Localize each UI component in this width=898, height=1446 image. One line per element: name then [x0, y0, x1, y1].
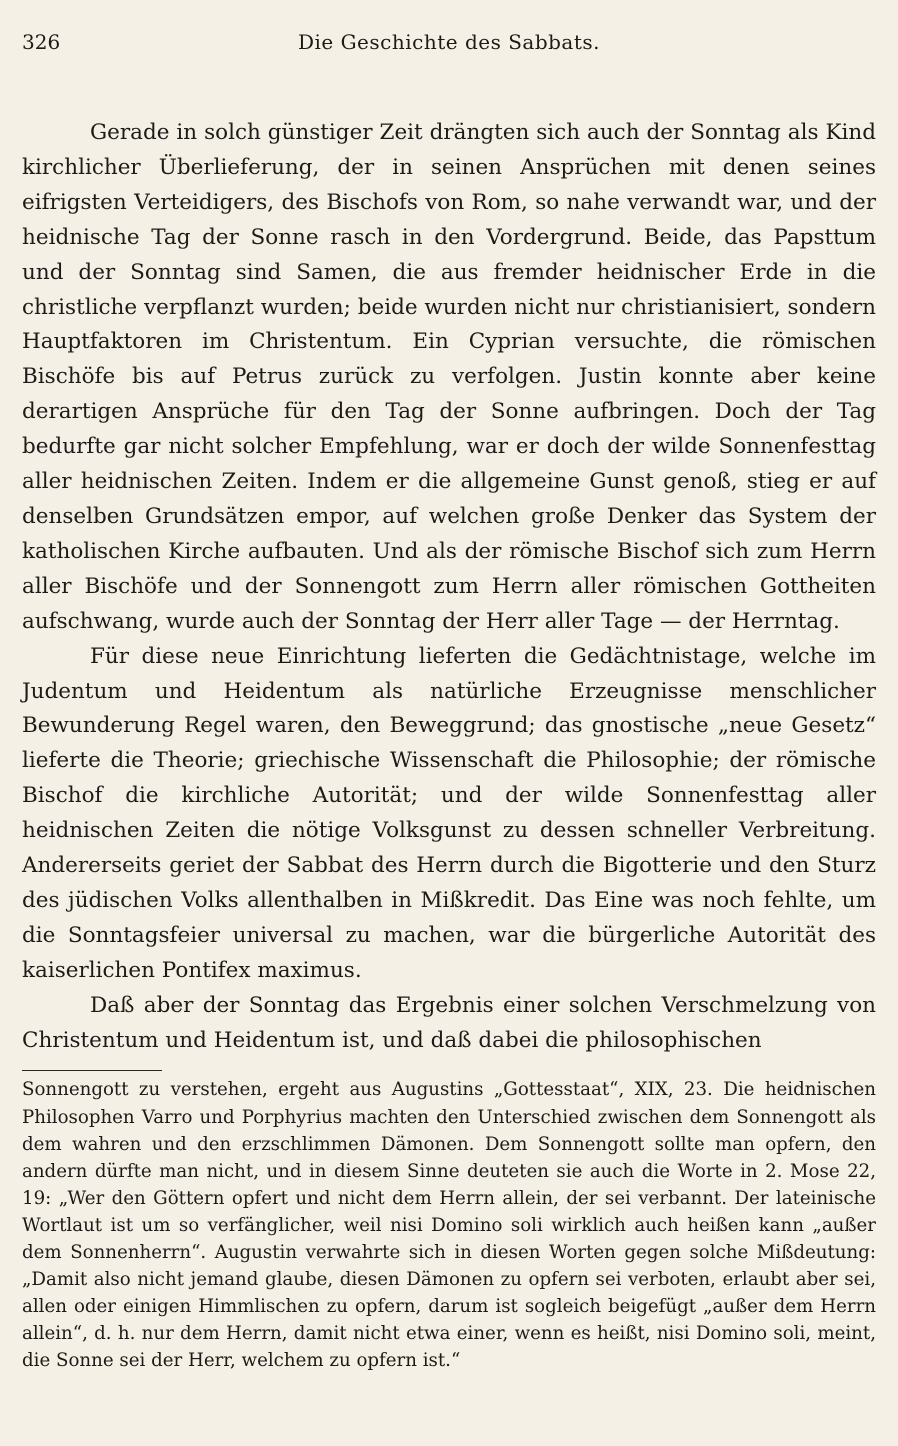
running-title: Die Geschichte des Sabbats.: [297, 30, 601, 54]
paragraph: Daß aber der Sonntag das Ergebnis einer solchen Verschmelzung von Christentum und Heidentum ist, und daß dabei die philosophischen: [22, 992, 876, 1053]
page-header: [22, 30, 876, 62]
paragraph: Für diese neue Einrichtung lieferten die Gedächtnistage, welche im Judentum und Heidentum als natürliche Erzeugnisse menschlicher Bewunderung Regel waren, den Beweggrund; das gnostische „neue Gesetz“ lieferte die Theorie; griechische Wissenschaft die Philosophie; der römische Bischof die kirchliche Autorität; und der wilde Sonnenfesttag aller heidnischen Zeiten die nötige Volksgunst zu dessen schneller Verbreitung. Andererseits geriet der Sabbat des Herrn durch die Bigotterie und den Sturz des jüdischen Volks allenthalben in Mißkredit. Das Eine was noch fehlte, um die Sonntagsfeier universal zu machen, war die bürgerliche Autorität des kaiserlichen Pontifex maximus.: [22, 643, 876, 983]
main-text: [22, 116, 876, 1058]
page-number: 326: [22, 30, 61, 54]
footnote-divider: [22, 1070, 162, 1071]
paragraph: Gerade in solch günstiger Zeit drängten sich auch der Sonntag als Kind kirchlicher Überlieferung, der in seinen Ansprüchen mit denen seines eifrigsten Verteidigers, des Bischofs von Rom, so nahe verwandt war, und der heidnische Tag der Sonne rasch in den Vordergrund. Beide, das Papsttum und der Sonntag sind Samen, die aus fremder heidnischer Erde in die christliche verpflanzt wurden; beide wurden nicht nur christianisiert, sondern Hauptfaktoren im Christentum. Ein Cyprian versuchte, die römischen Bischöfe bis auf Petrus zurück zu verfolgen. Justin konnte aber keine derartigen Ansprüche für den Tag der Sonne aufbringen. Doch der Tag bedurfte gar nicht solcher Empfehlung, war er doch der wilde Sonnenfesttag aller heidnischen Zeiten. Indem er die allgemeine Gunst genoß, stieg er auf denselben Grundsätzen empor, auf welchen große Denker das System der katholischen Kirche aufbauten. Und als der römische Bischof sich zum Herrn aller Bischöfe und der Sonnengott zum Herrn aller römischen Gottheiten aufschwang, wurde auch der Sonntag der Herr aller Tage — der Herrntag.: [22, 120, 876, 634]
footnote: [22, 1076, 876, 1374]
footnote-text: Sonnengott zu verstehen, ergeht aus Augustins „Gottesstaat“, XIX, 23. Die heidnischen Philosophen Varro und Porphyrius machten den Unterschied zwischen dem Sonnengott als dem wahren und den erzschlimmen Dämonen. Dem Sonnengott sollte man opfern, den andern dürfte man nicht, und in diesem Sinne deuteten sie auch die Worte in 2. Mose 22, 19: „Wer den Göttern opfert und nicht dem Herrn allein, der sei verbannt. Der lateinische Wortlaut ist um so verfänglicher, weil nisi Domino soli wirklich auch heißen kann „außer dem Sonnenherrn“. Augustin verwahrte sich in diesen Worten gegen solche Mißdeutung: „Damit also nicht jemand glaube, diesen Dämonen zu opfern sei verboten, erlaubt aber sei, allen oder einigen Himmlischen zu opfern, darum ist sogleich beigefügt „außer dem Herrn allein“, d. h. nur dem Herrn, damit nicht etwa einer, wenn es heißt, nisi Domino soli, meint, die Sonne sei der Herr, welchem zu opfern ist.“: [22, 1079, 876, 1372]
